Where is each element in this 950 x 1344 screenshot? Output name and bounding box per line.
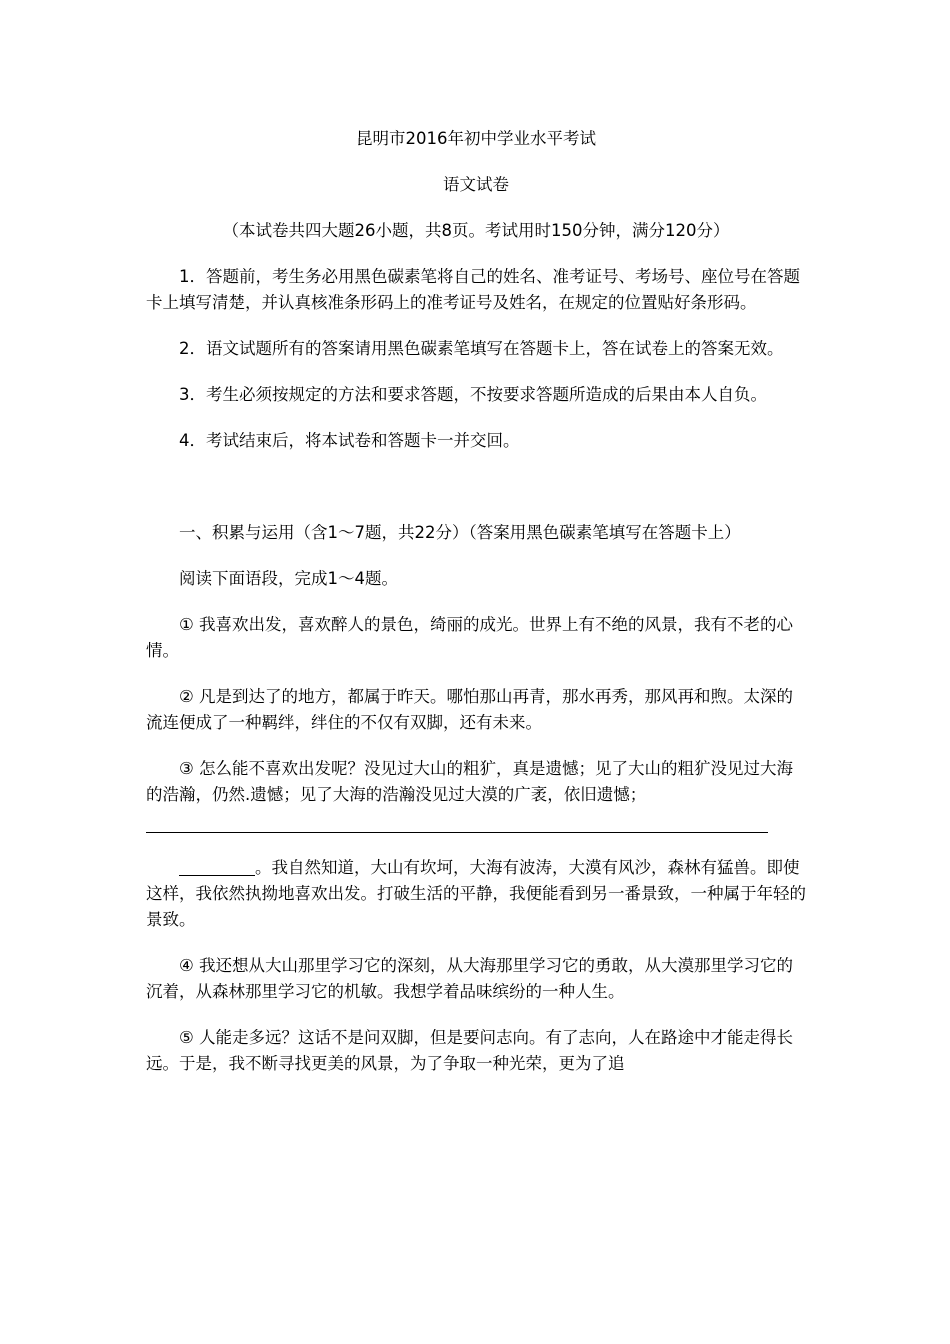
exam-subject: 语文试卷 [443, 175, 509, 194]
passage-paragraph-4: ④ 我还想从大山那里学习它的深刻，从大海那里学习它的勇敢，从大漠那里学习它的沉着，从森林那里学习它的机敏。我想学着品味缤纷的一种人生。 [146, 956, 794, 1001]
section-1-heading: 一、积累与运用（含1～7题，共22分）（答案用黑色碳素笔填写在答题卡上） [179, 523, 741, 542]
passage-paragraph-2: ② 凡是到达了的地方，都属于昨天。哪怕那山再青，那水再秀，那风再和煦。太深的流连便成了一种羁绊，绊住的不仅有双脚，还有未来。 [146, 687, 794, 732]
exam-title: 昆明市2016年初中学业水平考试 [356, 129, 596, 148]
reading-prompt: 阅读下面语段，完成1～4题。 [179, 569, 398, 588]
exam-note: （本试卷共四大题26小题，共8页。考试用时150分钟，满分120分） [222, 221, 730, 240]
passage-paragraph-3: ③ 怎么能不喜欢出发呢？没见过大山的粗犷，真是遗憾；见了大山的粗犷没见过大海的浩瀚，仍然.遗憾；见了大海的浩瀚没见过大漠的广袤，依旧遗憾； [146, 759, 794, 804]
passage-paragraph-3-continued [146, 855, 806, 933]
passage-paragraph-1: ① 我喜欢出发，喜欢醉人的景色，绮丽的成光。世界上有不绝的风景，我有不老的心情。 [146, 615, 794, 660]
instruction-3: 3．考生必须按规定的方法和要求答题，不按要求答题所造成的后果由本人自负。 [179, 385, 767, 404]
instruction-2: 2．语文试题所有的答案请用黑色碳素笔填写在答题卡上，答在试卷上的答案无效。 [179, 339, 784, 358]
instruction-1: 1．答题前，考生务必用黑色碳素笔将自己的姓名、准考证号、考场号、座位号在答题卡上填写清楚，并认真核准条形码上的准考证号及姓名，在规定的位置贴好条形码。 [146, 267, 800, 312]
exam-page [146, 112, 806, 1077]
passage-paragraph-5: ⑤ 人能走多远？这话不是问双脚，但是要问志向。有了志向，人在路途中才能走得长远。于是，我不断寻找更美的风景，为了争取一种光荣，更为了追 [146, 1028, 794, 1073]
passage-paragraph-3-continued-text: 。我自然知道，大山有坎坷，大海有波涛，大漠有风沙，森林有猛兽。即使这样，我依然执拗地喜欢出发。打破生活的平静，我便能看到另一番景致，一种属于年轻的景致。 [146, 858, 806, 929]
instruction-4: 4．考试结束后，将本试卷和答题卡一并交回。 [179, 431, 520, 450]
fill-in-blank [179, 857, 255, 876]
horizontal-rule [146, 832, 768, 833]
